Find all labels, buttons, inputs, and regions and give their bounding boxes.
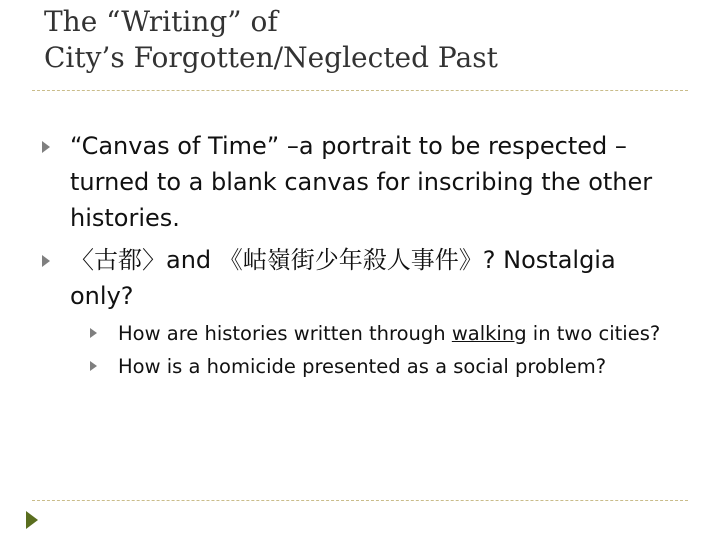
slide-title bbox=[44, 4, 704, 76]
sub-bullet-item bbox=[70, 351, 682, 382]
sub-bullet-text-after: in two cities? bbox=[526, 322, 661, 345]
bullet-text: “Canvas of Time” –a portrait to be respected –turned to a blank canvas for inscribing the other histories. bbox=[70, 132, 653, 232]
sub-bullet-list bbox=[70, 318, 682, 382]
bullet-arrow-icon bbox=[42, 255, 50, 267]
sub-bullet-text-before: How are histories written through bbox=[118, 322, 452, 345]
bullet-item bbox=[42, 242, 682, 382]
sub-bullet-item bbox=[70, 318, 682, 349]
bullet-arrow-icon bbox=[90, 361, 97, 371]
title-divider bbox=[32, 90, 688, 91]
bullet-text: 〈古都〉and 《岵嶺街少年殺人事件》? Nostalgia only? bbox=[70, 246, 616, 310]
title-line-2: City’s Forgotten/Neglected Past bbox=[44, 41, 498, 74]
sub-bullet-emphasis: walking bbox=[451, 322, 527, 345]
footer-divider bbox=[32, 500, 688, 501]
corner-arrow-icon bbox=[26, 511, 38, 529]
title-line-1: The “Writing” of bbox=[44, 5, 278, 38]
bullet-arrow-icon bbox=[90, 328, 97, 338]
bullet-list bbox=[42, 128, 682, 388]
bullet-arrow-icon bbox=[42, 141, 50, 153]
sub-bullet-text: How is a homicide presented as a social problem? bbox=[118, 355, 607, 378]
bullet-item bbox=[42, 128, 682, 236]
